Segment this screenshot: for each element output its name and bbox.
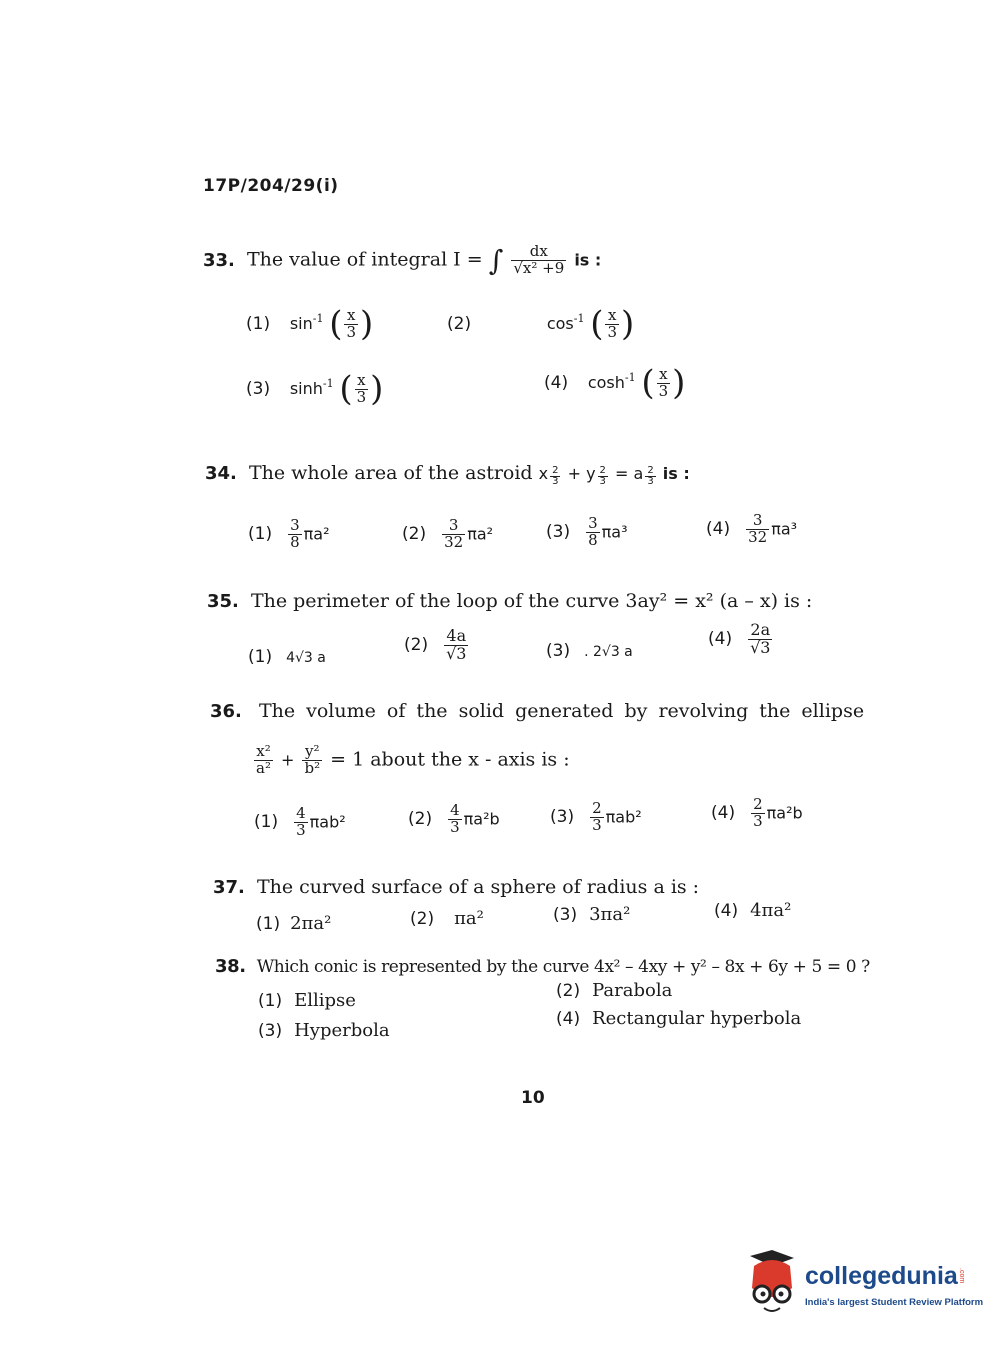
option-fraction [751, 797, 765, 830]
option-function: sin [289, 314, 313, 333]
exp-num: 2 [552, 464, 559, 476]
option-34-4[interactable] [706, 513, 797, 546]
option-text: πa² [454, 908, 484, 929]
question-number: 37. [213, 877, 245, 898]
question-text: The perimeter of the loop of the curve 3ay² = x² (a – x) is : [250, 590, 813, 612]
question-suffix: is : [574, 250, 602, 270]
logo-wordmark: collegedunia [805, 1262, 958, 1290]
frac-den: 3 [356, 387, 367, 406]
option-text: πab² [605, 807, 642, 827]
question-text: The curved surface of a sphere of radius a is : [256, 876, 700, 898]
option-36-2[interactable] [408, 803, 500, 836]
option-38-2[interactable] [556, 980, 672, 1001]
option-38-3[interactable] [258, 1020, 390, 1041]
option-text: Parabola [592, 980, 673, 1001]
option-fraction [294, 806, 308, 839]
option-33-4[interactable] [544, 363, 686, 403]
frac-den: 3 [592, 815, 602, 834]
option-number: (1) [258, 991, 283, 1011]
option-37-3[interactable] [553, 904, 630, 925]
option-number: (4) [714, 901, 739, 921]
option-37-2[interactable] [410, 908, 484, 929]
question-36 [210, 700, 864, 722]
option-number: (2) [408, 809, 433, 830]
exponent [645, 466, 655, 488]
exp-num: 2 [599, 464, 606, 476]
option-34-3[interactable] [546, 516, 628, 549]
astroid-equation [538, 464, 663, 488]
option-number: (2) [556, 981, 581, 1001]
option-fraction [586, 516, 600, 549]
option-text: 3πa² [589, 904, 631, 925]
option-text: πab² [309, 812, 346, 832]
option-text: πa²b [463, 809, 500, 829]
question-text: The value of integral I = [246, 248, 483, 271]
frac-num: y² [305, 742, 320, 760]
question-text-cont: = 1 about the x - axis is : [330, 748, 570, 771]
option-text: πa³ [601, 522, 628, 542]
option-number: (4) [711, 803, 736, 824]
option-35-1[interactable] [248, 646, 326, 667]
option-exponent: -1 [322, 377, 334, 390]
integrand [511, 244, 566, 277]
question-text: Which conic is represented by the curve 4x² – 4xy + y² – 8x + 6y + 5 = 0 ? [256, 957, 870, 977]
frac-num: 3 [752, 511, 763, 529]
option-38-4[interactable] [556, 1008, 801, 1029]
option-36-3[interactable] [550, 801, 642, 834]
option-text: πa² [303, 524, 330, 544]
eq-y: y [586, 464, 596, 483]
frac-num: 4 [450, 801, 460, 819]
option-number: (1) [246, 314, 271, 334]
option-text: 4πa² [750, 900, 792, 921]
frac-den: 32 [748, 527, 768, 546]
option-text: πa²b [766, 803, 803, 823]
option-37-1[interactable] [256, 913, 331, 934]
option-38-1[interactable] [258, 990, 356, 1011]
right-paren: ) [370, 369, 384, 409]
option-fraction [288, 518, 302, 551]
exp-den: 3 [552, 476, 559, 488]
question-34 [205, 462, 690, 488]
option-exponent: -1 [312, 312, 324, 325]
option-text: 4√3 a [286, 650, 326, 666]
option-text: Hyperbola [294, 1020, 390, 1041]
integrand-numerator: dx [529, 242, 548, 261]
question-suffix: is : [662, 464, 690, 483]
exponent [550, 466, 560, 488]
frac-den: a² [256, 758, 271, 777]
integrand-denominator: √x² +9 [513, 259, 565, 277]
collegedunia-mascot-icon [742, 1248, 802, 1318]
frac-den: 3 [658, 381, 669, 400]
frac-num: x [357, 370, 366, 389]
question-35 [207, 590, 812, 612]
question-number: 38. [215, 956, 246, 977]
option-fraction [442, 518, 465, 551]
option-number: (2) [402, 524, 427, 545]
option-fraction [657, 364, 671, 400]
eq-a: a [633, 464, 644, 483]
plus-sign: + [281, 750, 295, 770]
ellipse-y-term [302, 744, 322, 777]
option-exponent: -1 [624, 371, 636, 384]
paper-code: 17P/204/29(i) [203, 176, 339, 196]
frac-num: 4a [446, 626, 467, 645]
option-number: (4) [544, 373, 569, 393]
option-text: Ellipse [294, 990, 356, 1011]
option-35-3[interactable] [546, 640, 633, 661]
frac-num: 2 [592, 799, 602, 817]
option-fraction [355, 370, 369, 406]
eq-x: x [538, 464, 549, 483]
frac-num: 3 [290, 516, 300, 534]
option-number: (3) [258, 1021, 283, 1041]
frac-den: √3 [750, 637, 771, 657]
option-fraction [748, 622, 772, 657]
logo-com: .com [958, 1268, 965, 1284]
question-36-line2 [252, 744, 570, 777]
option-35-4[interactable] [708, 622, 774, 657]
option-fraction [605, 305, 619, 341]
option-number: (3) [550, 807, 575, 828]
left-paren: ( [339, 369, 353, 409]
option-text: πa³ [771, 519, 798, 539]
question-text: The whole area of the astroid [248, 462, 533, 484]
option-fraction [590, 801, 604, 834]
logo-tagline: India's largest Student Review Platform [805, 1297, 984, 1308]
frac-num: 2 [753, 795, 763, 813]
option-number: (3) [546, 522, 571, 543]
option-text: πa² [467, 524, 494, 544]
frac-den: 8 [290, 532, 300, 551]
frac-num: x [347, 305, 356, 324]
ellipse-x-term [254, 744, 273, 777]
option-number: (2) [447, 314, 472, 334]
frac-num: x [659, 364, 668, 383]
right-paren: ) [621, 304, 635, 344]
option-number: (3) [546, 641, 571, 661]
option-number: (3) [246, 379, 271, 399]
question-33 [203, 244, 601, 277]
option-function: cos [546, 314, 574, 333]
left-paren: ( [641, 363, 655, 403]
question-number: 33. [203, 249, 235, 271]
option-number: (2) [404, 635, 429, 656]
exp-den: 3 [647, 476, 654, 488]
integral-sign: ∫ [488, 244, 504, 277]
frac-den: 3 [346, 322, 357, 341]
frac-num: x [608, 305, 617, 324]
option-number: (1) [248, 647, 273, 667]
exp-num: 2 [647, 464, 654, 476]
question-38 [215, 956, 870, 977]
question-text: The volume of the solid generated by revolving the ellipse [258, 700, 865, 722]
option-35-2[interactable] [404, 628, 470, 663]
frac-num: 3 [588, 514, 598, 532]
frac-den: 3 [753, 811, 763, 830]
question-37 [213, 876, 699, 898]
right-paren: ) [360, 304, 374, 344]
option-33-2[interactable] [447, 304, 635, 344]
frac-den: 3 [296, 820, 306, 839]
option-function: cosh [587, 373, 625, 392]
frac-den: 32 [444, 532, 464, 551]
option-number: (1) [256, 914, 281, 934]
option-fraction [344, 305, 358, 341]
option-text: . 2√3 a [584, 644, 633, 660]
right-paren: ) [672, 363, 686, 403]
question-number: 36. [210, 701, 242, 722]
frac-num: 2a [750, 620, 771, 639]
option-37-4[interactable] [714, 900, 791, 921]
option-number: (4) [556, 1009, 581, 1029]
option-33-1[interactable] [246, 304, 374, 344]
frac-den: b² [304, 758, 321, 777]
question-number: 35. [207, 591, 239, 612]
page-number: 10 [521, 1088, 545, 1108]
exp-den: 3 [599, 476, 606, 488]
option-36-1[interactable] [254, 806, 346, 839]
exponent [598, 466, 608, 488]
option-number: (1) [254, 812, 279, 833]
frac-den: √3 [446, 643, 467, 663]
option-34-1[interactable] [248, 518, 330, 551]
plus-sign: + [567, 464, 581, 483]
option-fraction [746, 513, 769, 546]
option-exponent: -1 [573, 312, 585, 325]
option-34-2[interactable] [402, 518, 493, 551]
option-33-3[interactable] [246, 369, 384, 409]
option-36-4[interactable] [711, 797, 803, 830]
equals-sign: = [615, 464, 629, 483]
option-text: Rectangular hyperbola [592, 1008, 802, 1029]
left-paren: ( [329, 304, 343, 344]
option-fraction [448, 803, 462, 836]
frac-den: 3 [450, 817, 460, 836]
question-number: 34. [205, 463, 237, 484]
left-paren: ( [590, 304, 604, 344]
frac-num: 4 [296, 804, 306, 822]
frac-den: 3 [607, 322, 618, 341]
option-function: sinh [289, 379, 323, 398]
option-number: (1) [248, 524, 273, 545]
option-number: (4) [706, 519, 731, 540]
frac-den: 8 [588, 530, 598, 549]
option-number: (2) [410, 909, 435, 929]
option-text: 2πa² [290, 913, 332, 934]
frac-num: 3 [448, 516, 459, 534]
option-number: (4) [708, 629, 733, 650]
option-number: (3) [553, 905, 578, 925]
frac-num: x² [256, 742, 271, 760]
option-fraction [444, 628, 468, 663]
